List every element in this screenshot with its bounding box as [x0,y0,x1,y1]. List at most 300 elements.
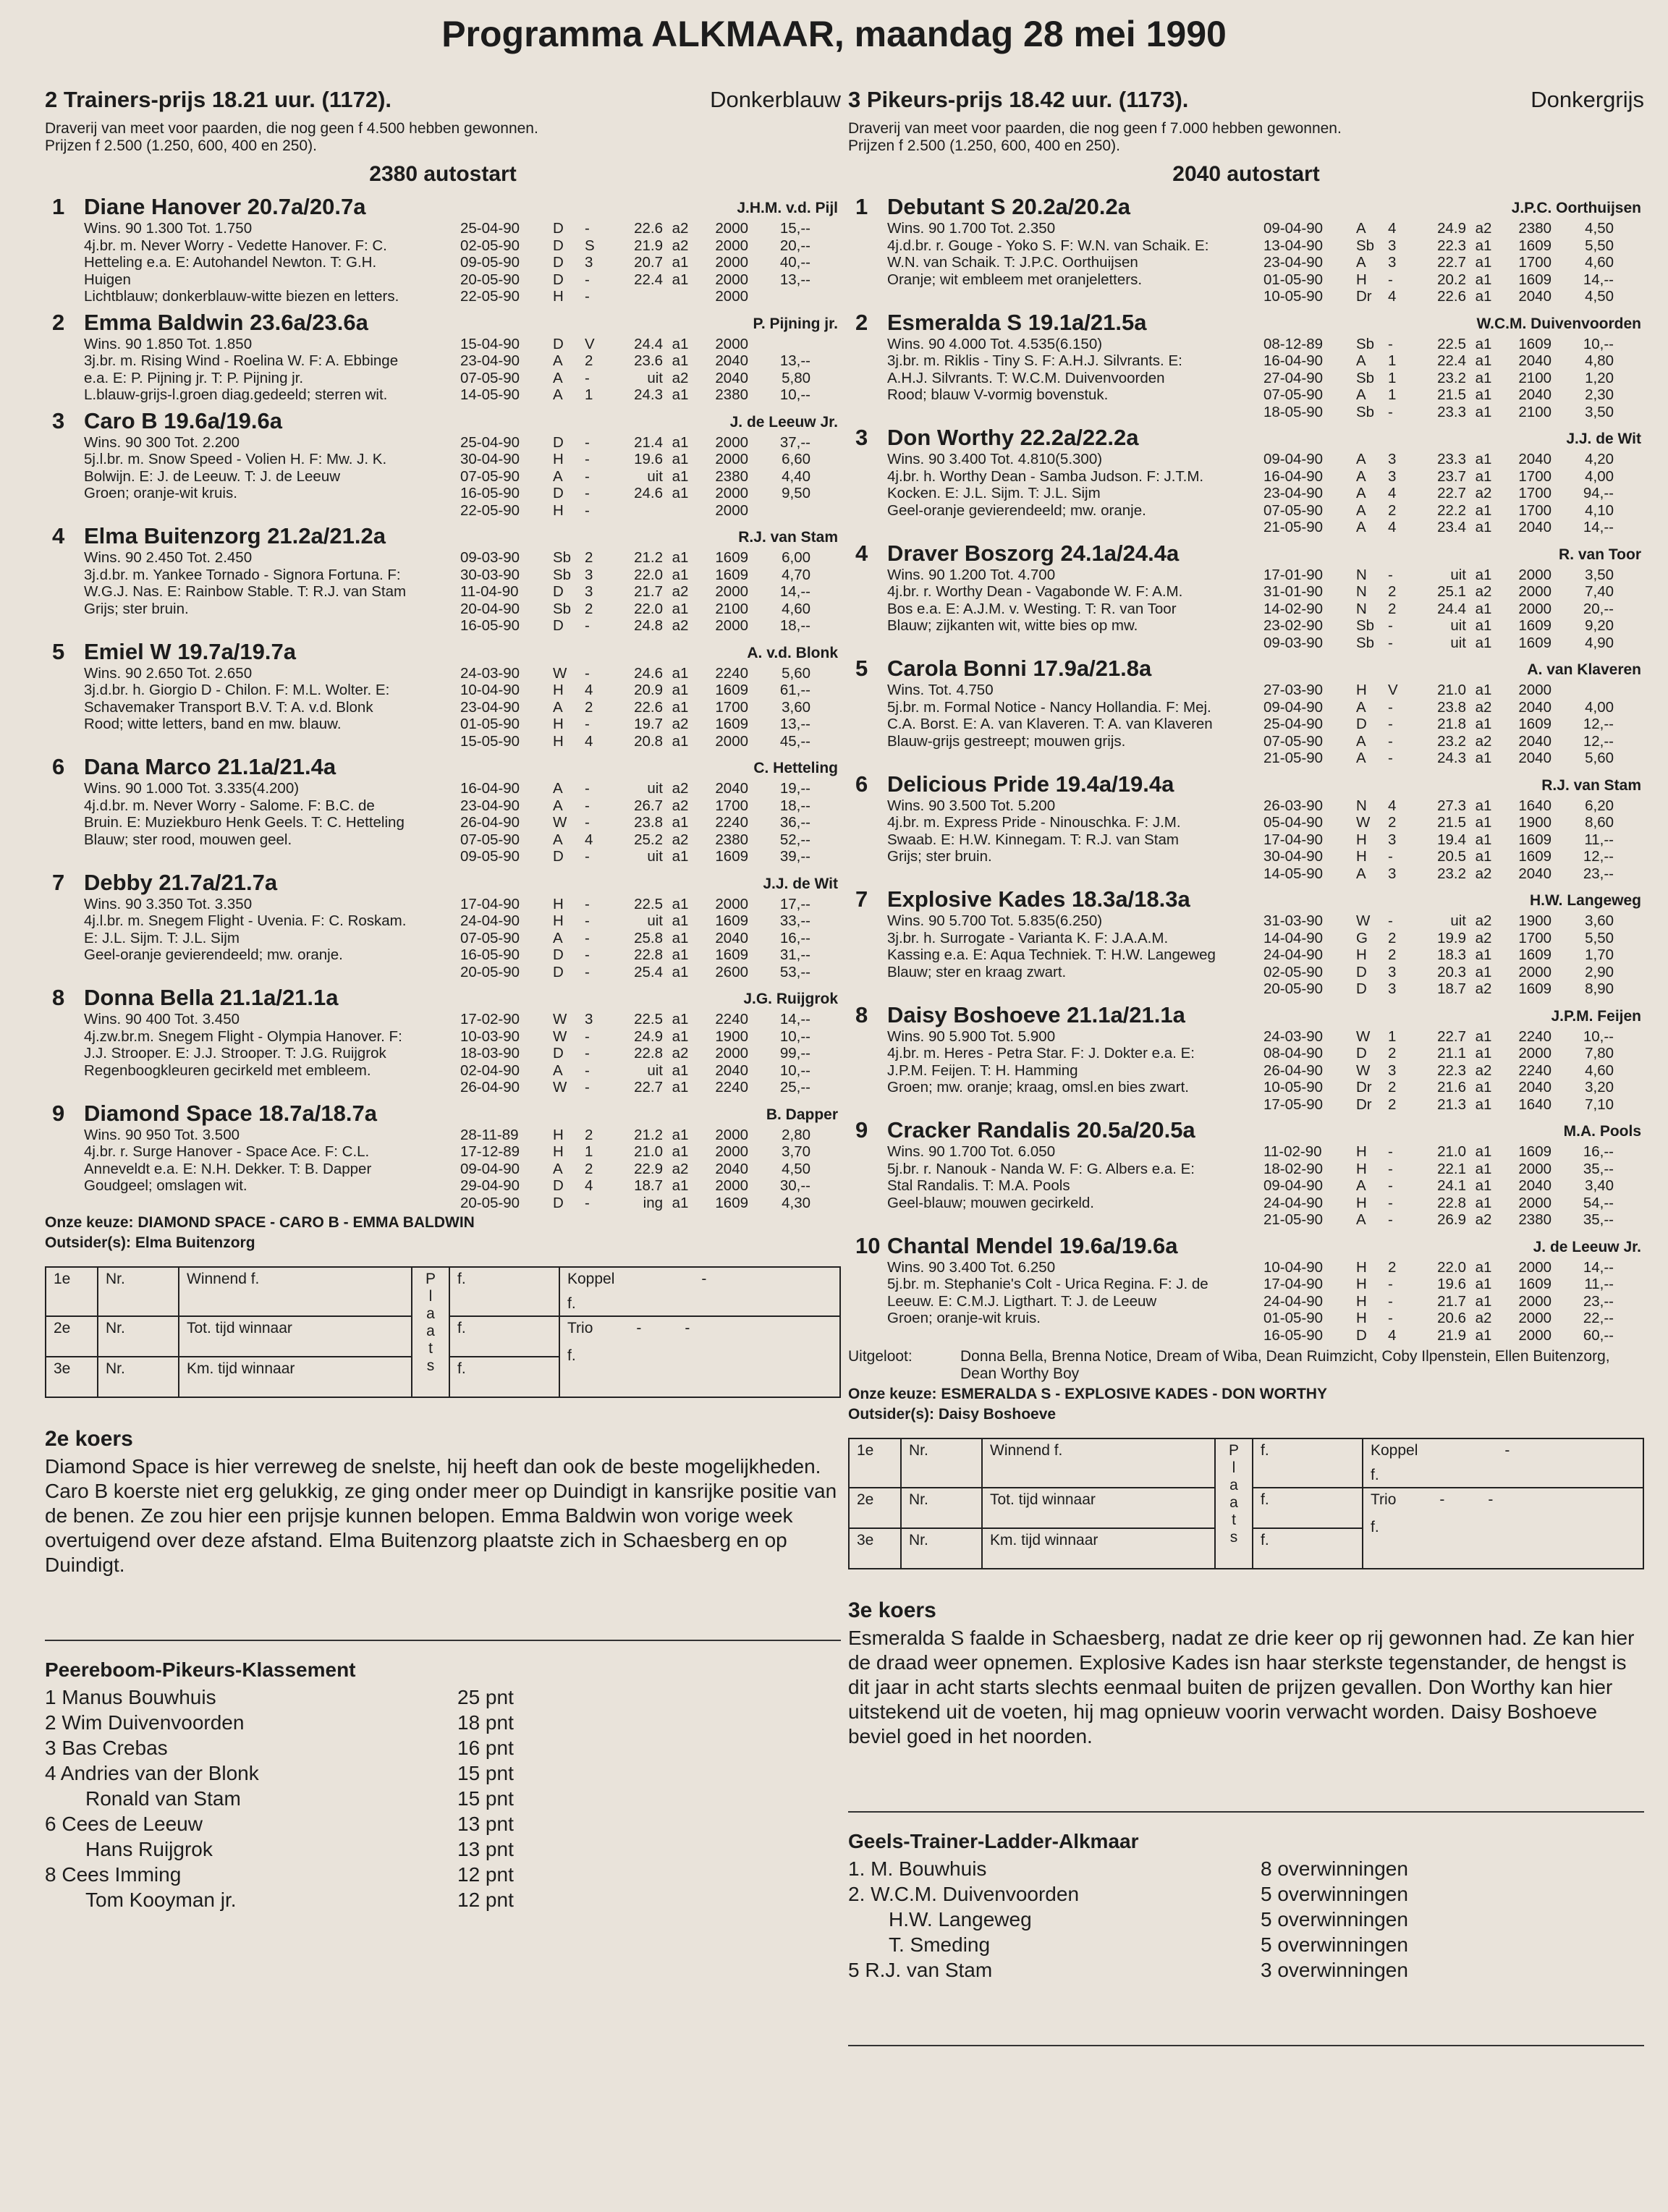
klassement-row [45,1862,841,1887]
horse-trainer: R.J. van Stam [1541,776,1641,794]
result-cell: 16-04-90 [1263,352,1324,369]
result-cell: 11,-- [1584,831,1614,848]
result-cell: 05-04-90 [1263,814,1324,831]
result-cell: 18-05-90 [1263,403,1324,420]
nr-cell: Nr. [98,1316,179,1357]
trio-label [567,1320,832,1337]
result-cell: - [585,797,590,814]
horse-number: 4 [52,523,65,548]
result-cell: 4,20 [1585,451,1614,467]
result-cell: 2380 [1518,220,1551,237]
horse-trainer: A. van Klaveren [1527,661,1641,678]
result-row [1263,254,1644,271]
result-cell: 4 [585,682,593,698]
result-cell: 6,60 [782,451,810,467]
nr-cell: Nr. [901,1438,982,1488]
result-cell: a1 [1475,254,1492,271]
place-cell: 1e [46,1267,98,1316]
result-cell: 02-05-90 [1263,963,1324,980]
horse-info [84,434,460,520]
trainer-ladder-row [848,1957,1644,1983]
result-cell: 19.7 [634,716,663,732]
horse-body [84,665,841,750]
result-row [1263,1259,1644,1276]
result-cell [614,288,663,305]
outsiders: Outsider(s): Elma Buitenzorg [45,1234,255,1251]
result-cell: a1 [672,271,689,288]
result-row [1263,1195,1644,1212]
result-cell: - [1388,1160,1393,1177]
result-cell: - [585,369,590,386]
result-cell: 2100 [1518,403,1551,420]
koppel-label [1371,1442,1635,1459]
result-cell: Dr [1356,1096,1372,1113]
result-cell: 01-05-90 [1263,1310,1324,1326]
result-row [1263,733,1644,750]
result-cell: 09-05-90 [460,848,520,865]
result-cell: 24.3 [1437,750,1466,766]
result-cell: a1 [1475,519,1492,535]
horse-number: 5 [855,656,868,681]
horse-name: Diane Hanover 20.7a/20.7a [84,194,366,219]
horse-trainer: A. v.d. Blonk [747,644,838,661]
result-row [460,386,841,404]
result-row [1263,1276,1644,1293]
time-label-cell: Tot. tijd winnaar [982,1488,1215,1528]
result-cell: 2000 [1518,1292,1551,1310]
result-cell: 6,20 [1585,797,1614,814]
trainer-ladder-value: 5 overwinningen [1261,1933,1408,1956]
trio-dash: - [685,1320,690,1336]
result-cell: - [585,451,590,467]
horse-body [84,1011,841,1096]
result-cell: a1 [1475,403,1492,420]
horse-header [45,637,841,665]
result-cell: a1 [1475,716,1492,732]
result-cell: - [1388,1177,1393,1194]
result-row [460,288,841,305]
horse-results [1263,220,1644,305]
horse-info-line: Wins. 90 3.500 Tot. 5.200 [887,797,1056,814]
trio-label [1371,1491,1635,1509]
result-cell: 4 [585,1177,593,1194]
result-cell: 17-01-90 [1263,566,1324,583]
result-cell: 3,20 [1585,1079,1614,1096]
result-cell: 24.9 [1437,220,1466,237]
result-cell: 1609 [715,1194,748,1211]
result-row [460,271,841,289]
time-label-cell: Winnend f. [179,1267,412,1316]
result-cell: - [1388,1211,1393,1228]
result-cell: 2 [1388,501,1397,519]
horse-entry [45,522,841,635]
nr-cell: Nr. [901,1488,982,1528]
koppel-cell [559,1267,840,1316]
result-cell: a2 [1475,1061,1492,1079]
result-cell: 21.4 [634,433,663,451]
result-cell: - [585,963,590,980]
horse-body [84,896,841,981]
horse-info-line: Grijs; ster bruin. [887,848,992,865]
result-cell: a1 [672,732,689,750]
result-row [460,567,841,584]
result-row [460,502,841,520]
klassement-name: 4 Andries van der Blonk [45,1762,259,1784]
result-cell: D [553,963,564,980]
horse-info [887,797,1263,883]
result-cell: A [1356,698,1366,716]
horse-results [1263,567,1644,652]
koppel-dash: - [701,1271,707,1287]
horse-number: 2 [855,309,868,335]
result-cell: 17-02-90 [460,1011,520,1027]
plaats-cell [412,1267,449,1397]
result-cell: 1700 [715,698,748,716]
result-cell: Dr [1356,1079,1372,1096]
result-cell: 20.2 [1437,271,1466,288]
horse-name: Chantal Mendel 19.6a/19.6a [887,1232,1178,1258]
result-cell: 19.4 [1437,831,1466,848]
trainer-ladder-row [848,1907,1644,1932]
koppel-cell [1363,1438,1643,1488]
time-label-cell: Km. tijd winnaar [982,1528,1215,1569]
result-cell: H [1356,1276,1367,1292]
result-cell: 09-03-90 [1263,634,1324,651]
horse-info-line: 4j.br. m. Express Pride - Ninouschka. F: J.M. [887,814,1181,831]
race-preview-text: Esmeralda S faalde in Schaesberg, nadat ze drie keer op rij gewonnen had. Ze kan hier de draad weer opnemen. Explosive Kades isn haar sterkste tegenstander, de hengst is dit jaar in acht starts slechts eenmaal buiten de prijzen gevallen. Don Worthy kan hier uitstekend uit de voeten, hij mag opnieuw voorin verwacht worden. Daisy Boshoeve beviel goed in het noorden. [848,1627,1635,1747]
result-cell: a1 [672,929,689,946]
result-cell: 07-05-90 [460,929,520,946]
result-cell: 10-05-90 [1263,288,1324,305]
klassement-row [45,1811,841,1836]
horse-info-line: Groen; oranje-wit kruis. [887,1310,1041,1326]
result-cell: H [1356,848,1367,865]
horse-info-line: 4j.d.br. r. Gouge - Yoko S. F: W.N. van Schaik. E: [887,237,1209,254]
horse-info-line: 5j.br. r. Nanouk - Nanda W. F: G. Albers e.a. E: [887,1160,1195,1177]
horse-entry [848,539,1644,652]
horse-results [1263,912,1644,998]
result-cell: 3,40 [1585,1177,1614,1194]
place-cell: 3e [46,1357,98,1397]
result-cell: 1609 [1518,946,1551,963]
result-cell: 1609 [1518,980,1551,997]
horse-info-line: Oranje; wit embleem met oranjeletters. [887,271,1143,288]
horse-results [1263,1028,1644,1114]
result-cell: a2 [672,617,689,634]
trio-dash: - [636,1320,642,1336]
result-cell: 14,-- [1583,519,1614,535]
amount-cell: f. [1253,1438,1363,1488]
horse-info-line: C.A. Borst. E: A. van Klaveren. T: A. van Klaveren [887,716,1213,732]
result-cell: 2000 [715,288,748,305]
result-cell: a1 [672,1027,689,1045]
horse-trainer: J.H.M. v.d. Pijl [737,200,838,216]
result-cell: - [585,1045,590,1061]
horse-number: 1 [855,194,868,219]
result-row [1263,1177,1644,1195]
result-cell: a1 [1475,1160,1492,1177]
horse-entry [848,1232,1644,1344]
result-cell: 28-11-89 [460,1126,519,1143]
result-cell: 4 [1388,485,1397,501]
result-cell: A [1356,750,1366,766]
horse-entry [45,753,841,865]
race-title: 2 Trainers-prijs 18.21 uur. (1172). [45,87,392,112]
result-row [1263,682,1644,699]
result-cell: 2380 [715,386,748,403]
result-cell: D [553,1177,564,1194]
result-cell: 1609 [1518,634,1551,651]
trio-amount: f. [567,1347,576,1364]
horse-body [887,1259,1644,1344]
result-cell: 2040 [715,780,748,797]
horse-info [887,567,1263,652]
result-cell: Sb [1356,403,1375,420]
result-row [1263,848,1644,865]
horse-name: Daisy Boshoeve 21.1a/21.1a [887,1001,1185,1027]
result-cell: 10-04-90 [1263,1258,1324,1276]
result-cell: a1 [1475,1096,1492,1113]
horse-name: Draver Boszorg 24.1a/24.4a [887,540,1180,566]
race-title: 3 Pikeurs-prijs 18.42 uur. (1173). [848,87,1189,112]
result-cell: 2000 [715,1143,748,1160]
result-cell: 24.6 [634,664,663,682]
result-cell: 4,40 [782,467,810,485]
horse-info [887,1143,1263,1229]
result-cell: 2040 [1518,451,1551,467]
horse-info [84,336,460,404]
klassement-value: 12 pnt [457,1863,514,1886]
horse-number: 1 [52,194,65,219]
horse-info [84,220,460,305]
trainer-ladder-name: 2. W.C.M. Duivenvoorden [848,1883,1080,1905]
result-cell: 6,00 [782,549,810,566]
result-cell: 07-05-90 [1263,501,1324,519]
horse-number: 3 [855,425,868,450]
horse-info [887,336,1263,421]
result-cell: 3,70 [782,1143,810,1160]
result-cell: W [553,1079,567,1096]
result-cell: N [1356,566,1367,583]
result-cell: 02-05-90 [460,237,520,254]
horse-info-line: Blauw; zijkanten wit, witte bies op mw. [887,617,1138,634]
result-row [460,549,841,567]
result-cell: 2040 [1518,288,1551,305]
uitgeloot [848,1348,1644,1383]
result-cell: 20.7 [634,254,663,271]
horse-info-line: Grijs; ster bruin. [84,600,189,617]
trainer-ladder [848,1830,1644,1983]
result-cell: 23.8 [634,814,663,831]
result-cell: 2 [1388,1079,1397,1096]
result-cell: 22.7 [1437,254,1466,271]
horse-results [460,896,841,981]
result-cell: 21.5 [1437,386,1466,403]
result-cell: 2240 [715,1011,748,1027]
result-cell: 1700 [1518,929,1551,946]
result-cell: a2 [672,797,689,814]
result-cell: a1 [672,549,689,566]
page-title: Programma ALKMAAR, maandag 28 mei 1990 [441,14,1227,54]
result-cell: H [1356,1160,1367,1177]
horse-body [887,1028,1644,1114]
result-cell: - [585,895,590,912]
result-cell: a1 [1475,1027,1492,1045]
race-header [45,87,841,120]
result-cell: H [553,682,564,698]
result-cell: 2 [585,1160,593,1177]
horse-number: 7 [52,869,65,895]
result-cell: 10-03-90 [460,1027,520,1045]
result-cell: 2040 [715,929,748,946]
result-cell: a1 [1475,501,1492,519]
horse-info-line: Schavemaker Transport B.V. T: A. v.d. Blonk [84,698,373,716]
result-cell: 23.2 [1437,732,1466,750]
result-cell: a1 [672,485,689,501]
result-cell: 08-04-90 [1263,1045,1324,1061]
klassement-row [45,1685,841,1710]
result-cell: a1 [1475,848,1492,865]
result-cell: - [1388,1276,1393,1292]
result-cell: 3 [1388,254,1397,271]
horse-info-line: 5j.br. m. Stephanie's Colt - Urica Regina. F: J. de [887,1276,1208,1292]
race-color: Donkerblauw [710,87,841,112]
result-cell: 2000 [1518,1194,1551,1211]
result-row [460,370,841,387]
result-cell: 22.5 [1437,335,1466,352]
result-cell: 14-04-90 [1263,929,1324,946]
horse-trainer: J.P.C. Oorthuijsen [1511,200,1641,216]
result-cell: 22.1 [1437,1160,1466,1177]
result-cell: a1 [1475,1326,1492,1344]
result-cell: ing [643,1194,663,1211]
result-cell: 19.6 [634,451,663,467]
result-cell: 14-05-90 [1263,865,1324,882]
result-row [1263,1079,1644,1096]
horse-info-line: 3j.br. h. Surrogate - Varianta K. F: J.A.A.M. [887,929,1169,946]
result-cell: 3 [1388,467,1397,485]
result-cell: 2000 [1518,1326,1551,1344]
result-cell: Sb [553,549,572,566]
result-row [1263,750,1644,767]
result-row [460,583,841,601]
result-cell: 10,-- [1583,1027,1614,1045]
result-cell: Sb [1356,335,1375,352]
result-cell: 21.7 [634,583,663,600]
result-cell: 1900 [715,1027,748,1045]
result-row [1263,865,1644,883]
result-cell: 24-03-90 [460,664,520,682]
horse-info-line: Bruin. E: Muziekburo Henk Geels. T: C. Hetteling [84,814,405,831]
result-cell: a1 [1475,237,1492,254]
result-cell: 07-05-90 [460,831,520,848]
result-cell: 20,-- [1583,600,1614,617]
trainer-ladder-value: 5 overwinningen [1261,1908,1408,1931]
result-row [460,485,841,502]
result-cell: a1 [672,1011,689,1027]
horse-info [84,1127,460,1212]
result-cell: 01-05-90 [460,716,520,732]
horse-number: 9 [855,1117,868,1143]
result-cell: D [1356,716,1367,732]
result-cell: 1900 [1518,814,1551,831]
horse-info [84,1011,460,1096]
result-cell: H [553,716,564,732]
result-cell: 2000 [715,451,748,467]
result-cell: 35,-- [1583,1211,1614,1228]
result-cell: a1 [1475,467,1492,485]
horse-info-line: Wins. Tot. 4.750 [887,682,994,698]
result-row [1263,502,1644,520]
horse-number: 4 [855,540,868,566]
result-cell: - [585,912,590,929]
divider [848,2045,1644,2046]
result-cell [748,288,810,305]
result-cell: N [1356,600,1367,617]
result-cell: 21-05-90 [1263,750,1324,766]
result-cell: a1 [1475,750,1492,766]
result-cell: uit [647,780,663,797]
result-cell: 4 [585,831,593,848]
result-cell [748,336,810,353]
result-row [1263,370,1644,387]
result-row [1263,1028,1644,1046]
result-cell: A [1356,865,1366,882]
result-cell: 2040 [1518,750,1551,766]
result-cell: 2 [1388,1096,1397,1113]
horse-entry [45,637,841,750]
result-row [460,601,841,618]
result-cell: 2 [1388,946,1397,963]
result-cell: - [1388,698,1393,716]
result-cell: 23-04-90 [1263,254,1324,271]
horse-name: Debutant S 20.2a/20.2a [887,194,1130,219]
horse-body [887,220,1644,305]
result-cell: H [553,895,564,912]
klassement-name: 1 Manus Bouwhuis [45,1686,216,1708]
result-cell: H [553,732,564,750]
result-cell: a2 [1475,583,1492,600]
horse-info-line: 5j.br. m. Formal Notice - Nancy Hollandia. F: Mej. [887,698,1211,716]
result-cell: 11,-- [1584,1276,1614,1292]
result-cell: 25-04-90 [460,433,520,451]
horse-info-line: Anneveldt e.a. E: N.H. Dekker. T: B. Dapper [84,1160,372,1177]
result-cell: 2000 [715,583,748,600]
plaats-letter: s [426,1357,435,1374]
result-cell: W [553,664,567,682]
result-cell: a1 [1475,271,1492,288]
result-cell: 1609 [715,716,748,732]
trainer-ladder-row [848,1856,1644,1881]
result-cell: a1 [672,451,689,467]
result-cell: 20-05-90 [1263,980,1324,997]
result-cell: 4,90 [1585,634,1614,651]
result-cell: A [1356,352,1366,369]
horse-info-line: Blauw; ster en kraag zwart. [887,963,1067,980]
horse-entry [848,1001,1644,1114]
trainer-ladder-value: 8 overwinningen [1261,1857,1408,1880]
result-cell: W [553,814,567,831]
trainer-ladder-value: 5 overwinningen [1261,1883,1408,1905]
klassement-value: 13 pnt [457,1838,514,1860]
result-cell: 22.8 [634,946,663,963]
result-cell: a2 [672,220,689,237]
result-cell: 07-05-90 [460,467,520,485]
result-row [460,434,841,452]
result-cell: a1 [672,895,689,912]
klassement-value: 18 pnt [457,1711,514,1734]
result-cell: 3 [585,566,593,583]
